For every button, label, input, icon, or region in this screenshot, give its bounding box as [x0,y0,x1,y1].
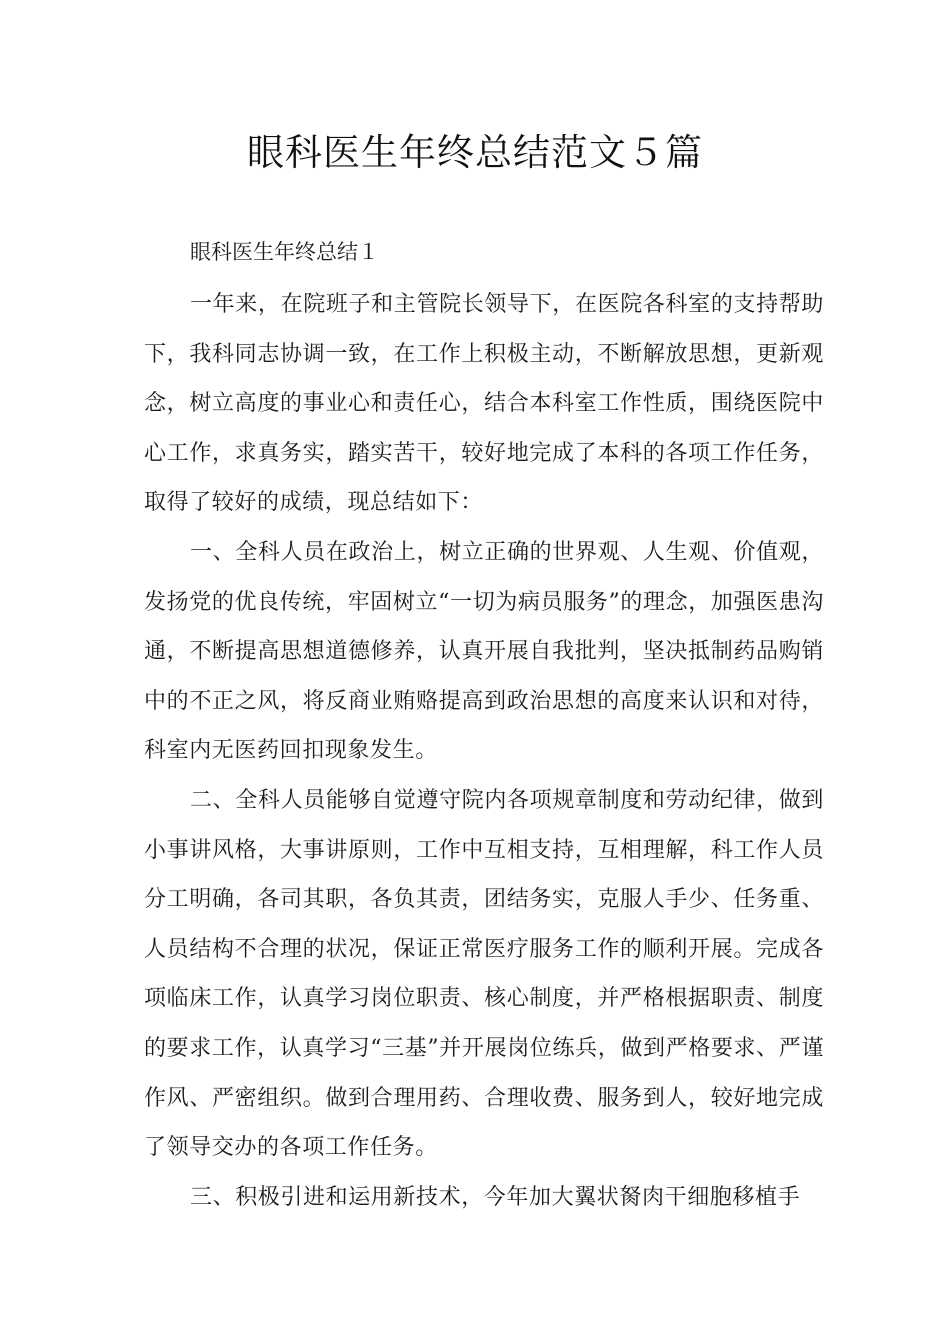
paragraph-discipline: 二、全科人员能够自觉遵守院内各项规章制度和劳动纪律，做到小事讲风格，大事讲原则，工作中互相支持，互相理解，科工作人员分工明确，各司其职，各负其责，团结务实，克服人手少、任务重、人员结构不合理的状况，保证正常医疗服务工作的顺利开展。完成各项临床工作，认真学习岗位职责、核心制度，并严格根据职责、制度的要求工作，认真学习“三基”并开展岗位练兵，做到严格要求、严谨作风、严密组织。做到合理用药、合理收费、服务到人，较好地完成了领导交办的各项工作任务。 [144,787,824,1161]
section-heading: 眼科医生年终总结１ [190,240,379,264]
paragraph-new-technology: 三、积极引进和运用新技术，今年加大翼状胬肉干细胞移植手 [190,1184,801,1210]
document-body [144,280,824,1222]
document-title: 眼科医生年终总结范文５篇 [247,131,703,174]
paragraph-intro: 一年来，在院班子和主管院长领导下，在医院各科室的支持帮助下，我科同志协调一致，在工作上积极主动，不断解放思想，更新观念，树立高度的事业心和责任心，结合本科室工作性质，围绕医院中心工作，求真务实，踏实苦干，较好地完成了本科的各项工作任务，取得了较好的成绩，现总结如下： [144,292,824,516]
paragraph-politics: 一、全科人员在政治上，树立正确的世界观、人生观、价值观，发扬党的优良传统，牢固树立“一切为病员服务”的理念，加强医患沟通，不断提高思想道德修养，认真开展自我批判，坚决抵制药品购销中的不正之风，将反商业贿赂提高到政治思想的高度来认识和对待，科室内无医药回扣现象发生。 [144,539,824,764]
